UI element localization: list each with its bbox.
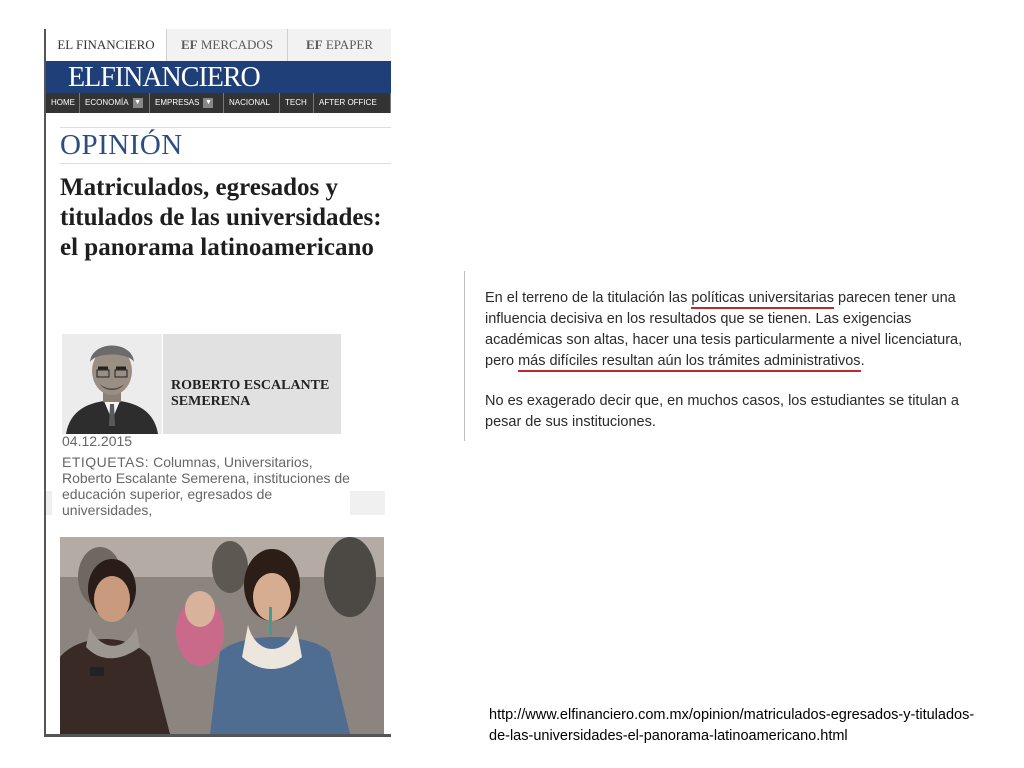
tab-label: MERCADOS [200, 37, 274, 52]
quoted-excerpt [485, 288, 985, 433]
nav-item-tech[interactable] [280, 93, 314, 113]
highlighted-phrase: más difíciles resultan aún los trámites administrativos [518, 353, 861, 372]
article-tags: ETIQUETAS: Columnas, Universitarios, Roberto Escalante Semerena, instituciones de educación superior, egresados de universidades, [62, 454, 350, 518]
article-headline: Matriculados, egresados y titulados de las universidades: el panorama latinoamericano [60, 174, 382, 261]
chevron-down-icon[interactable]: ▼ [134, 98, 142, 106]
tab-brand: EF [180, 37, 198, 52]
author-name[interactable]: ROBERTO ESCALANTE SEMERENA [171, 378, 330, 409]
tab-el-financiero[interactable] [46, 29, 167, 61]
excerpt-text: En el terreno de la titulación las [485, 290, 692, 306]
newspaper-clipping [44, 29, 391, 737]
source-url[interactable]: http://www.elfinanciero.com.mx/opinion/matriculados-egresados-y-titulados-de-las-universidades-el-panorama-latinoamericano.html [489, 707, 975, 744]
nav-label: ECONOMÍA [85, 98, 129, 107]
tag-link[interactable]: Roberto Escalante Semerena [62, 470, 246, 486]
tab-ef-epaper[interactable] [288, 29, 391, 61]
tag-link[interactable]: Columnas [153, 454, 217, 470]
tab-brand: EF [305, 37, 323, 52]
tab-label: EL FINANCIERO [57, 37, 155, 52]
tab-label: EPAPER [325, 37, 374, 52]
street-crowd-image [60, 537, 384, 734]
nav-label: TECH [285, 98, 307, 107]
nav-label: NACIONAL [229, 98, 270, 107]
excerpt-text: . [860, 353, 865, 369]
masthead-banner [44, 61, 391, 93]
section-title: OPINIÓN [60, 129, 183, 161]
nav-item-after-office[interactable] [314, 93, 391, 113]
divider [60, 163, 391, 164]
main-nav [44, 93, 391, 113]
tag-link[interactable]: instituciones de educación superior [62, 470, 350, 502]
author-photo [62, 334, 162, 434]
nav-item-nacional[interactable] [224, 93, 280, 113]
author-box [163, 334, 341, 434]
article-photo [60, 537, 384, 734]
excerpt-paragraph: No es exagerado decir que, en muchos casos, los estudiantes se titulan a pesar de sus instituciones. [485, 393, 959, 430]
nav-label: AFTER OFFICE [319, 98, 377, 107]
nav-label: HOME [51, 98, 75, 107]
scroll-fade [46, 491, 52, 515]
scroll-fade [350, 491, 385, 515]
highlighted-phrase: políticas universitarias [691, 290, 834, 309]
divider [60, 127, 391, 128]
site-logo[interactable]: ELFINANCIERO [68, 62, 260, 93]
nav-item-economia[interactable] [80, 93, 150, 113]
quote-bar [464, 271, 465, 441]
nav-item-empresas[interactable] [150, 93, 224, 113]
tag-link[interactable]: egresados de universidades [62, 486, 273, 518]
article-date: 04.12.2015 [62, 433, 133, 449]
author-portrait-image [62, 334, 162, 434]
tab-ef-mercados[interactable] [167, 29, 288, 61]
clipping-edge [44, 29, 46, 737]
site-tabs [44, 29, 391, 61]
nav-item-home[interactable] [46, 93, 80, 113]
clipping-edge [44, 734, 391, 737]
tag-link[interactable]: Universitarios [223, 454, 309, 470]
excerpt-text: parecen tener una influencia decisiva en los resultados que se tienen. Las exigencias académicas son altas, hacer una tesis particularmente a nivel licenciatura, pero [485, 290, 963, 369]
nav-label: EMPRESAS [155, 98, 200, 107]
excerpt-paragraph [485, 288, 985, 372]
chevron-down-icon[interactable]: ▼ [205, 98, 212, 106]
tags-label: ETIQUETAS: [62, 454, 150, 470]
